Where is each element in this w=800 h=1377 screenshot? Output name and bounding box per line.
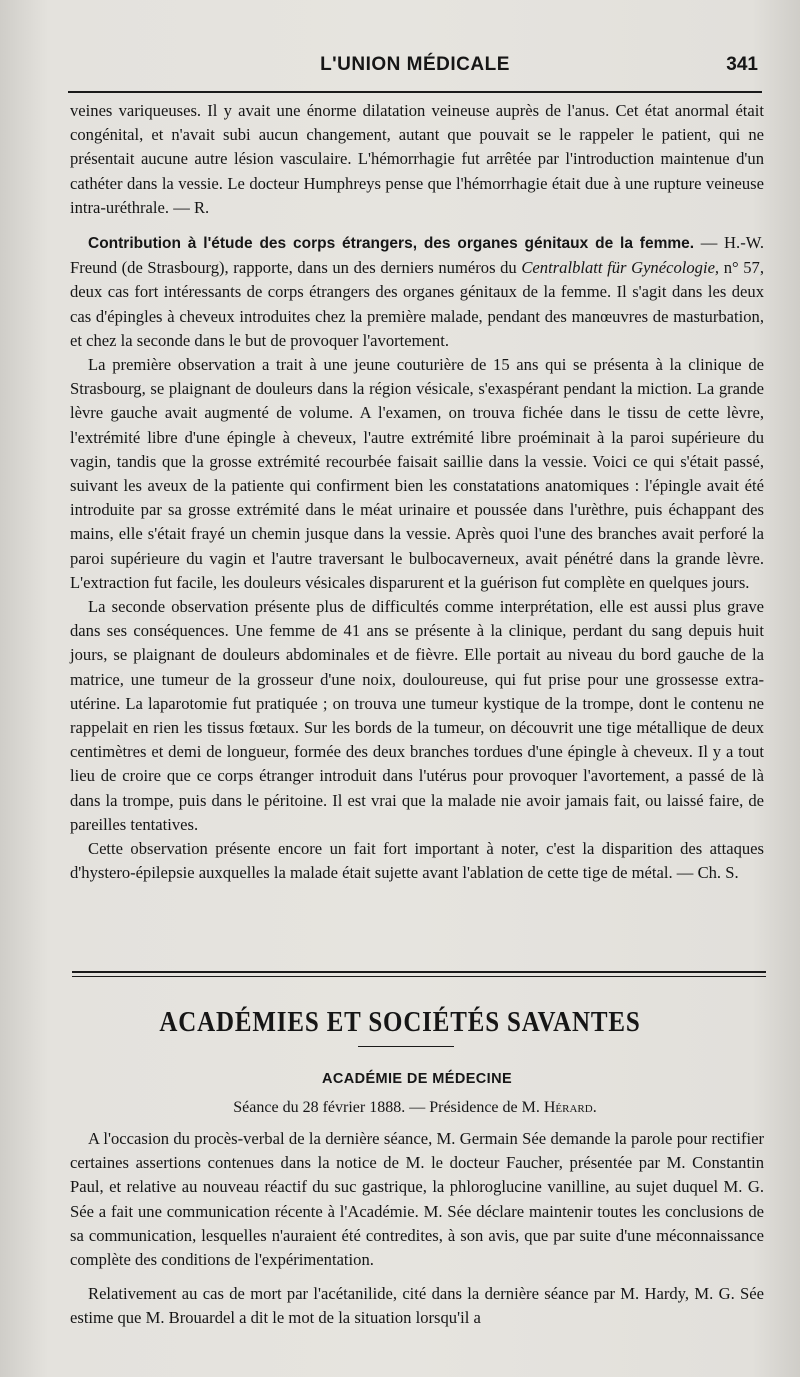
session-text: Séance du 28 février 1888. — Présidence de M. [233, 1099, 540, 1116]
journal-name-italic: Centralblatt für Gynécologie, [521, 258, 720, 278]
author-signature: R. [193, 197, 210, 217]
journal-title: L'UNION MÉDICALE [320, 54, 510, 75]
header-rule [68, 91, 762, 93]
page-number: 341 [726, 54, 758, 75]
article-intro [70, 231, 764, 353]
article-heading: Contribution à l'étude des corps étrangers, des organes génitaux de la femme. [88, 235, 695, 252]
paragraph-acetanilide: Relativement au cas de mort par l'acétanilide, cité dans la dernière séance par M. Hardy, M. G. Sée estime que M. Brouardel a dit le mot de la situation lorsqu'il a [70, 1284, 764, 1328]
section-title: ACADÉMIES ET SOCIÉTÉS SAVANTES [159, 1006, 641, 1038]
author-signature: Ch. S. [697, 863, 739, 883]
paragraph-see-statement: A l'occasion du procès-verbal de la dernière séance, M. Germain Sée demande la parole pour rectifier certaines assertions contenues dans la notice de M. le docteur Faucher, présentée par M. Constantin Paul, et relative au nouveau réactif du suc gastrique, la phloroglucine vanilline, au sujet duquel M. G. Sée a fait une communication récente à l'Académie. M. Sée déclare maintenir toutes les conclusions de sa communication, lesquelles n'auraient été contredites, à son avis, que par suite d'une méconnaissance complète des conditions de l'expérimentation. [70, 1129, 764, 1270]
section-subtitle: ACADÉMIE DE MÉDECINE [321, 1071, 513, 1087]
paragraph-second-observation: La seconde observation présente plus de difficultés comme interprétation, elle est aussi plus grave dans ses conséquences. Une femme de 41 ans se présente à la clinique, perdant du sang depuis huit jours, se plaignant de douleurs abdominales et de fièvre. Elle portait au niveau du bord gauche de la matrice, une tumeur de la grosseur d'une noix, douloureuse, qui fut prise pour une grossesse extra-utérine. La laparotomie fut pratiquée ; on trouva une tumeur kystique de la trompe, dont le contenu ne rappelait en rien les tissus fœtaux. Sur les bords de la tumeur, on découvrit une tige métallique de deux centimètres et demi de longueur, formée des deux branches tordues d'une épingle à cheveux. Il y a tout lieu de croire que ce corps étranger introduit dans l'utérus pour provoquer l'avortement, a passé de là dans la trompe, puis dans le péritoine. Il est vrai que la malade nie avoir jamais fait, ou laissé faire, de pareilles tentatives. [70, 597, 764, 834]
president-name: Hérard. [543, 1099, 597, 1116]
paragraph-text: veines variqueuses. Il y avait une énorme dilatation veineuse auprès de l'anus. Cet état anormal était congénital, et n'avait subi aucun changement, autant que pouvait se le rappeler le patient, qui ne présentait aucune autre lésion vasculaire. L'hémorrhagie fut arrêtée par l'introduction maintenue d'un cathéter dans la vessie. Le docteur Humphreys pense que l'hémorrhagie était due à une rupture veineuse intra-uréthrale. — [70, 101, 764, 217]
article-text-b: n° 57, deux cas fort intéressants de corps étrangers des organes génitaux de la femme. Il s'agit dans les deux cas d'épingles à cheveux introduites chez la première malade, pendant des manœuvres de masturbation, et chez la seconde dans le but de provoquer l'avortement. [70, 258, 765, 350]
paragraph-first-observation: La première observation a trait à une jeune couturière de 15 ans qui se présenta à la clinique de Strasbourg, se plaignant de douleurs dans la région vésicale, s'exaspérant pendant la miction. La grande lèvre gauche avait augmenté de volume. A l'examen, on trouva fichée dans le tissu de cette lèvre, l'extrémité libre d'une épingle à cheveux, l'autre extrémité libre proéminait à la paroi supérieure du vagin, tandis que la grosse extrémité recourbée faisait saillie dans la vessie. Voici ce qui s'était passé, suivant les aveux de la patiente qui confirment bien les constatations anatomiques : l'épingle avait été introduite par sa grosse extrémité dans le méat urinaire et poussée dans l'urèthre, puis échappant des mains, elle s'était frayé un chemin jusque dans la vessie. Après quoi l'une des branches avait perforé la paroi supérieure du vagin et l'autre traversant le bulbocaverneux, avait pénétré dans la grande lèvre. L'extraction fut facile, les douleurs vésicales disparurent et la guérison fut complète en quelques jours. [70, 355, 764, 592]
session-line [0, 1099, 800, 1117]
article-text-a: — H.-W. Freund (de Strasbourg), rapporte, dans un des derniers numéros du [70, 233, 765, 278]
session-report [70, 1127, 764, 1331]
running-header [66, 54, 764, 84]
paragraph-humphreys [70, 99, 764, 220]
paragraph-conclusion [70, 837, 764, 885]
title-underline [358, 1046, 454, 1047]
paragraph-text: Cette observation présente encore un fait fort important à noter, c'est la disparition des attaques d'hystero-épilepsie auxquelles la malade était sujette avant l'ablation de cette tige de métal. — [70, 839, 764, 883]
section-divider [72, 971, 766, 977]
article-freund [70, 231, 764, 885]
